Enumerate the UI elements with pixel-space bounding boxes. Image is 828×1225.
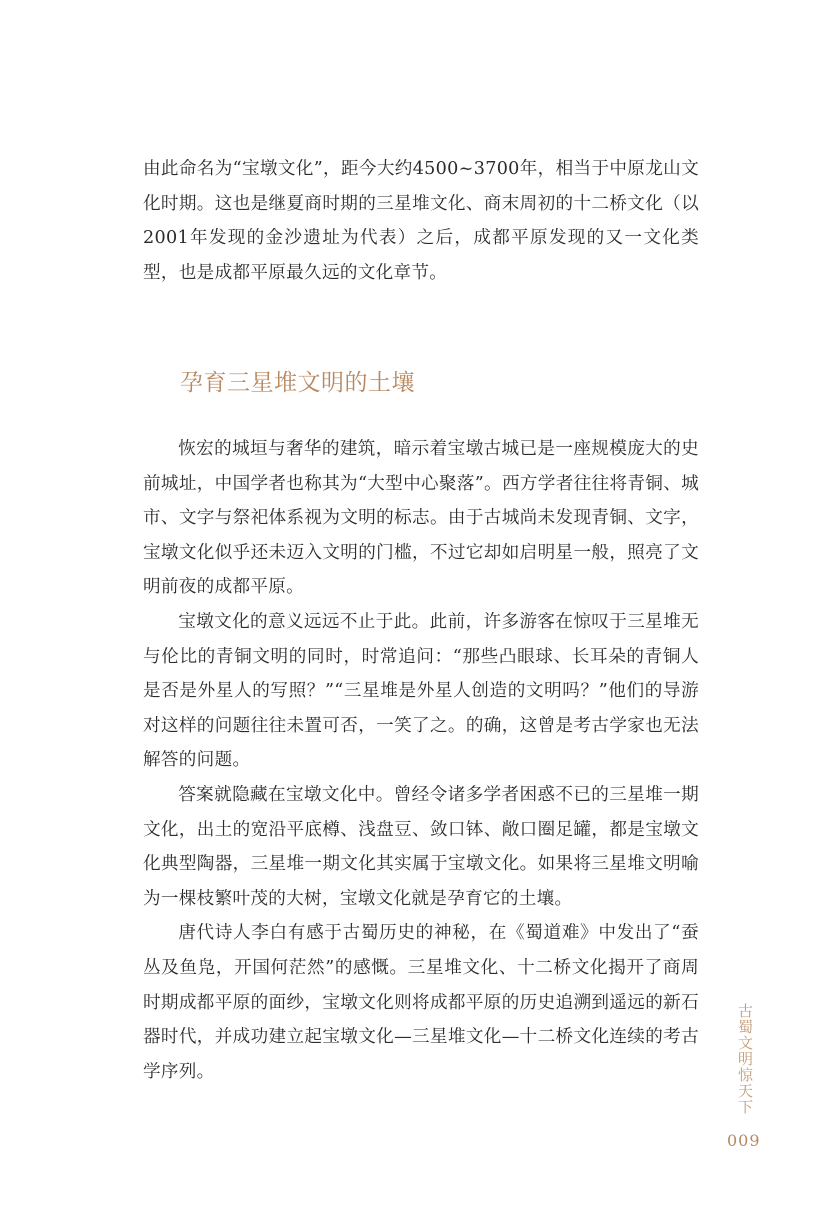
intro-block <box>143 152 699 290</box>
body-paragraph-4: 唐代诗人李白有感于古蜀历史的神秘，在《蜀道难》中发出了“蚕丛及鱼凫，开国何茫然”的感慨。三星堆文化、十二桥文化揭开了商周时期成都平原的面纱，宝墩文化则将成都平原的历史追溯到遥远的新石器时代，并成功建立起宝墩文化—三星堆文化—十二桥文化连续的考古学序列。 <box>143 923 699 1082</box>
section-body <box>143 432 699 1089</box>
body-paragraph-1: 恢宏的城垣与奢华的建筑，暗示着宝墩古城已是一座规模庞大的史前城址，中国学者也称其为“大型中心聚落”。西方学者往往将青铜、城市、文字与祭祀体系视为文明的标志。由于古城尚未发现青铜、文字，宝墩文化似乎还未迈入文明的门槛，不过它却如启明星一般，照亮了文明前夜的成都平原。 <box>143 439 699 598</box>
intro-paragraph: 由此命名为“宝墩文化”，距今大约4500~3700年，相当于中原龙山文化时期。这也是继夏商时期的三星堆文化、商末周初的十二桥文化（以2001年发现的金沙遗址为代表）之后，成都平原发现的又一文化类型，也是成都平原最久远的文化章节。 <box>143 159 699 283</box>
body-paragraph-3: 答案就隐藏在宝墩文化中。曾经令诸多学者困惑不已的三星堆一期文化，出土的宽沿平底樽、浅盘豆、敛口钵、敞口圈足罐，都是宝墩文化典型陶器，三星堆一期文化其实属于宝墩文化。如果将三星堆文明喻为一棵枝繁叶茂的大树，宝墩文化就是孕育它的土壤。 <box>143 784 699 909</box>
page-number: 009 <box>727 1131 761 1150</box>
running-title: 古蜀文明惊天下 <box>736 1003 754 1115</box>
section-title: 孕育三星堆文明的土壤 <box>180 370 415 396</box>
body-paragraph-2: 宝墩文化的意义远远不止于此。此前，许多游客在惊叹于三星堆无与伦比的青铜文明的同时，时常追问：“那些凸眼球、长耳朵的青铜人是否是外星人的写照？”“三星堆是外星人创造的文明吗？”他们的导游对这样的问题往往未置可否，一笑了之。的确，这曾是考古学家也无法解答的问题。 <box>143 611 699 771</box>
